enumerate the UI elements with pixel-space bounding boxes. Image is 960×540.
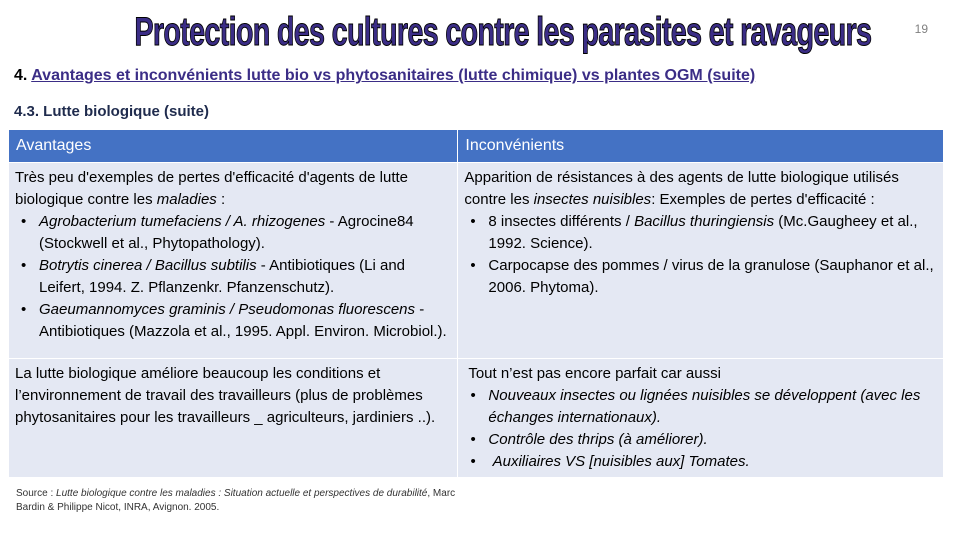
intro-suffix: : Exemples de pertes d'efficacité : [651, 191, 875, 208]
organism-name: Bacillus thuringiensis [634, 213, 775, 230]
row2-disadvantages-intro: Tout n’est pas encore parfait car aussi [464, 365, 721, 382]
list-item [15, 255, 451, 299]
organism-names: Botrytis cinerea / Bacillus subtilis [39, 257, 257, 274]
intro-emphasis: maladies [156, 191, 217, 208]
slide-number: 19 [914, 22, 928, 36]
list-item [464, 211, 937, 255]
subtitle-prefix: 4. [14, 67, 32, 84]
row1-advantages-intro [15, 167, 451, 211]
item-text: - Agrocine84 (Stockwell et al., Phytopathology). [39, 213, 414, 252]
list-item [15, 299, 451, 343]
row2-disadvantages-list [464, 385, 937, 473]
intro-emphasis: insectes nuisibles [533, 191, 652, 208]
item-text: Carpocapse des pommes / virus de la granulose (Sauphanor et al., 2006. Phytoma). [488, 257, 934, 296]
intro-text: Apparition de résistances à des agents de lutte biologique utilisés contre les [464, 169, 899, 208]
slide-subtitle [14, 67, 755, 85]
row1-disadvantages-cell [458, 163, 944, 359]
organism-names: Gaeumannomyces graminis / Pseudomonas fluorescens [39, 301, 416, 318]
list-item: • Auxiliaires VS [nuisibles aux] Tomates. [464, 451, 937, 473]
row2-advantages-cell: La lutte biologique améliore beaucoup les conditions et l’environnement de travail des travailleurs (plus de problèmes phytosanitaires pour les travailleurs _ agriculteurs, jardiniers ..). [9, 359, 458, 478]
source-title: Lutte biologique contre les maladies : Situation actuelle et perspectives de durabilité [56, 488, 428, 499]
intro-text: Très peu d'exemples de pertes d'efficacité d'agents de lutte biologique contre les [15, 169, 408, 208]
organism-names: Agrobacterium tumefaciens / A. rhizogenes [39, 213, 326, 230]
header-advantages: Avantages [9, 130, 458, 163]
item-text: - Antibiotiques (Mazzola et al., 1995. Appl. Environ. Microbiol.). [39, 301, 447, 340]
slide-title: Protection des cultures contre les parasites et ravageurs [134, 10, 872, 54]
section-heading: 4.3. Lutte biologique (suite) [14, 103, 209, 120]
row1-advantages-cell [9, 163, 458, 359]
row2-disadvantages-cell [458, 359, 944, 478]
row1-disadvantages-list [464, 211, 937, 299]
pros-cons-table [8, 129, 944, 478]
row1-advantages-list [15, 211, 451, 343]
item-text: 8 insectes différents / [488, 213, 635, 230]
row1-disadvantages-intro [464, 167, 937, 211]
list-item: • Contrôle des thrips (à améliorer). [464, 429, 937, 451]
list-item [15, 211, 451, 255]
intro-suffix: : [216, 191, 226, 208]
source-prefix: Source : [16, 488, 57, 499]
subtitle-text: Avantages et inconvénients lutte bio vs phytosanitaires (lutte chimique) vs plantes OGM (suite) [31, 67, 756, 84]
header-disadvantages: Inconvénients [458, 130, 944, 163]
list-item: • Nouveaux insectes ou lignées nuisibles se développent (avec les échanges internationaux). [464, 385, 937, 429]
source-authors: , Marc Bardin & Philippe Nicot, INRA, Avignon. 2005. [16, 488, 456, 513]
item-citation: (Mc.Gaugheey et al., 1992. Science). [488, 213, 918, 252]
source-citation [16, 487, 476, 515]
item-text: - Antibiotiques (Li and Leifert, 1994. Z. Pflanzenkr. Pfanzenschutz). [39, 257, 406, 296]
list-item [464, 255, 937, 299]
